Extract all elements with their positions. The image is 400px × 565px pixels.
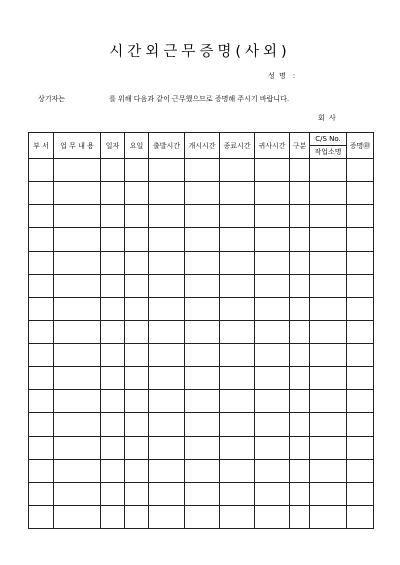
- cell-end-time[interactable]: [220, 344, 255, 367]
- cell-dept[interactable]: [29, 459, 54, 482]
- cell-type[interactable]: [290, 344, 310, 367]
- cell-work[interactable]: [54, 436, 101, 459]
- cell-start-time[interactable]: [185, 413, 220, 436]
- cell-weekday[interactable]: [125, 205, 149, 228]
- header-cs-no: [310, 133, 347, 159]
- cell-work[interactable]: [54, 459, 101, 482]
- cell-proof[interactable]: [347, 320, 374, 343]
- cell-start-time[interactable]: [185, 159, 220, 182]
- cell-weekday[interactable]: [125, 274, 149, 297]
- cell-weekday[interactable]: [125, 297, 149, 320]
- cell-weekday[interactable]: [125, 182, 149, 205]
- cell-depart-time[interactable]: [149, 367, 185, 390]
- cell-cs-no[interactable]: [310, 482, 347, 505]
- header-weekday: 요일: [125, 133, 149, 159]
- cell-cs-no[interactable]: [310, 228, 347, 251]
- statement-line: [38, 94, 289, 104]
- cell-type[interactable]: [290, 228, 310, 251]
- header-type: 구분: [290, 133, 310, 159]
- cell-cs-no[interactable]: [310, 367, 347, 390]
- cell-cs-no[interactable]: [310, 251, 347, 274]
- cell-dept[interactable]: [29, 482, 54, 505]
- cell-end-time[interactable]: [220, 320, 255, 343]
- table-row: [29, 459, 374, 482]
- cell-type[interactable]: [290, 390, 310, 413]
- cell-date[interactable]: [101, 251, 125, 274]
- cell-cs-no[interactable]: [310, 390, 347, 413]
- cell-type[interactable]: [290, 436, 310, 459]
- cell-date[interactable]: [101, 297, 125, 320]
- cell-end-time[interactable]: [220, 251, 255, 274]
- table-row: [29, 228, 374, 251]
- table-row: [29, 320, 374, 343]
- cell-type[interactable]: [290, 182, 310, 205]
- cell-type[interactable]: [290, 251, 310, 274]
- cell-end-time[interactable]: [220, 482, 255, 505]
- cell-weekday[interactable]: [125, 320, 149, 343]
- cell-work[interactable]: [54, 159, 101, 182]
- document-title: 시간외근무증명(사외): [109, 44, 291, 60]
- table-row: [29, 505, 374, 528]
- cell-return-time[interactable]: [255, 182, 290, 205]
- cell-proof[interactable]: [347, 436, 374, 459]
- cell-depart-time[interactable]: [149, 459, 185, 482]
- cell-start-time[interactable]: [185, 436, 220, 459]
- table-row: [29, 436, 374, 459]
- header-date: 일자: [101, 133, 125, 159]
- cell-depart-time[interactable]: [149, 390, 185, 413]
- cell-date[interactable]: [101, 159, 125, 182]
- cell-date[interactable]: [101, 320, 125, 343]
- cell-proof[interactable]: [347, 297, 374, 320]
- cell-proof[interactable]: [347, 182, 374, 205]
- cell-work[interactable]: [54, 320, 101, 343]
- cell-end-time[interactable]: [220, 274, 255, 297]
- table-row: [29, 182, 374, 205]
- table-row: [29, 413, 374, 436]
- cell-cs-no[interactable]: [310, 320, 347, 343]
- cell-end-time[interactable]: [220, 228, 255, 251]
- header-proof: 증명㊞: [347, 133, 374, 159]
- cell-dept[interactable]: [29, 413, 54, 436]
- cell-depart-time[interactable]: [149, 228, 185, 251]
- cell-date[interactable]: [101, 182, 125, 205]
- name-label: 성 명: [268, 72, 287, 80]
- cell-return-time[interactable]: [255, 159, 290, 182]
- cell-depart-time[interactable]: [149, 159, 185, 182]
- cell-cs-no[interactable]: [310, 159, 347, 182]
- name-field: [268, 71, 296, 81]
- table-header-row: [29, 133, 374, 159]
- company-label: 회 사: [318, 114, 337, 122]
- cell-end-time[interactable]: [220, 205, 255, 228]
- cell-start-time[interactable]: [185, 482, 220, 505]
- cell-work[interactable]: [54, 390, 101, 413]
- cell-return-time[interactable]: [255, 436, 290, 459]
- cell-dept[interactable]: [29, 182, 54, 205]
- cell-return-time[interactable]: [255, 251, 290, 274]
- cell-end-time[interactable]: [220, 436, 255, 459]
- header-dept: 부 서: [29, 133, 54, 159]
- header-start-time: 개시시간: [185, 133, 220, 159]
- cell-depart-time[interactable]: [149, 482, 185, 505]
- cell-end-time[interactable]: [220, 182, 255, 205]
- cell-depart-time[interactable]: [149, 205, 185, 228]
- cell-work[interactable]: [54, 297, 101, 320]
- cell-proof[interactable]: [347, 413, 374, 436]
- cell-end-time[interactable]: [220, 459, 255, 482]
- cell-weekday[interactable]: [125, 344, 149, 367]
- cell-work[interactable]: [54, 251, 101, 274]
- cell-end-time[interactable]: [220, 413, 255, 436]
- cell-start-time[interactable]: [185, 228, 220, 251]
- cell-start-time[interactable]: [185, 320, 220, 343]
- cell-date[interactable]: [101, 482, 125, 505]
- cell-return-time[interactable]: [255, 390, 290, 413]
- cell-return-time[interactable]: [255, 344, 290, 367]
- cell-work[interactable]: [54, 274, 101, 297]
- cell-proof[interactable]: [347, 390, 374, 413]
- cell-weekday[interactable]: [125, 390, 149, 413]
- header-depart-time: 출발시간: [149, 133, 185, 159]
- cell-dept[interactable]: [29, 436, 54, 459]
- cell-depart-time[interactable]: [149, 274, 185, 297]
- header-return-time: 귀사시간: [255, 133, 290, 159]
- cell-start-time[interactable]: [185, 459, 220, 482]
- cell-depart-time[interactable]: [149, 251, 185, 274]
- cell-dept[interactable]: [29, 320, 54, 343]
- table-row: [29, 159, 374, 182]
- cell-proof[interactable]: [347, 505, 374, 528]
- cell-cs-no[interactable]: [310, 413, 347, 436]
- cell-end-time[interactable]: [220, 297, 255, 320]
- cell-weekday[interactable]: [125, 436, 149, 459]
- cell-weekday[interactable]: [125, 228, 149, 251]
- cell-start-time[interactable]: [185, 367, 220, 390]
- header-end-time: 종료시간: [220, 133, 255, 159]
- cell-type[interactable]: [290, 367, 310, 390]
- cell-dept[interactable]: [29, 159, 54, 182]
- statement-suffix: 를 위해 다음과 같이 근무했으므로 증명해 주시기 바랍니다.: [109, 95, 290, 103]
- cell-proof[interactable]: [347, 159, 374, 182]
- cell-date[interactable]: [101, 413, 125, 436]
- cell-start-time[interactable]: [185, 505, 220, 528]
- cell-proof[interactable]: [347, 205, 374, 228]
- cell-cs-no[interactable]: [310, 205, 347, 228]
- cell-dept[interactable]: [29, 390, 54, 413]
- cell-work[interactable]: [54, 413, 101, 436]
- table-row: [29, 390, 374, 413]
- cell-type[interactable]: [290, 297, 310, 320]
- cell-weekday[interactable]: [125, 413, 149, 436]
- cell-date[interactable]: [101, 390, 125, 413]
- table-body: [29, 159, 374, 529]
- cell-depart-time[interactable]: [149, 505, 185, 528]
- cell-end-time[interactable]: [220, 390, 255, 413]
- cell-start-time[interactable]: [185, 182, 220, 205]
- cell-end-time[interactable]: [220, 367, 255, 390]
- cell-start-time[interactable]: [185, 274, 220, 297]
- cell-return-time[interactable]: [255, 482, 290, 505]
- cell-date[interactable]: [101, 228, 125, 251]
- cell-return-time[interactable]: [255, 274, 290, 297]
- cell-weekday[interactable]: [125, 367, 149, 390]
- cell-cs-no[interactable]: [310, 505, 347, 528]
- cell-return-time[interactable]: [255, 459, 290, 482]
- header-cs-no-label: C/S No.: [310, 133, 346, 146]
- cell-weekday[interactable]: [125, 482, 149, 505]
- cell-work[interactable]: [54, 367, 101, 390]
- table-row: [29, 297, 374, 320]
- cell-dept[interactable]: [29, 205, 54, 228]
- name-colon: :: [292, 72, 297, 80]
- cell-cs-no[interactable]: [310, 182, 347, 205]
- cell-date[interactable]: [101, 436, 125, 459]
- cell-dept[interactable]: [29, 297, 54, 320]
- cell-work[interactable]: [54, 482, 101, 505]
- cell-start-time[interactable]: [185, 297, 220, 320]
- cell-weekday[interactable]: [125, 159, 149, 182]
- cell-dept[interactable]: [29, 344, 54, 367]
- cell-depart-time[interactable]: [149, 344, 185, 367]
- cell-proof[interactable]: [347, 482, 374, 505]
- cell-depart-time[interactable]: [149, 182, 185, 205]
- cell-proof[interactable]: [347, 228, 374, 251]
- cell-start-time[interactable]: [185, 344, 220, 367]
- cell-type[interactable]: [290, 320, 310, 343]
- cell-dept[interactable]: [29, 367, 54, 390]
- cell-type[interactable]: [290, 482, 310, 505]
- cell-work[interactable]: [54, 205, 101, 228]
- cell-return-time[interactable]: [255, 205, 290, 228]
- cell-date[interactable]: [101, 367, 125, 390]
- cell-cs-no[interactable]: [310, 274, 347, 297]
- cell-proof[interactable]: [347, 344, 374, 367]
- cell-weekday[interactable]: [125, 505, 149, 528]
- cell-dept[interactable]: [29, 251, 54, 274]
- cell-date[interactable]: [101, 459, 125, 482]
- cell-return-time[interactable]: [255, 413, 290, 436]
- cell-depart-time[interactable]: [149, 297, 185, 320]
- cell-depart-time[interactable]: [149, 320, 185, 343]
- overtime-table: [28, 132, 374, 529]
- cell-cs-no[interactable]: [310, 297, 347, 320]
- cell-proof[interactable]: [347, 274, 374, 297]
- cell-work[interactable]: [54, 182, 101, 205]
- cell-date[interactable]: [101, 274, 125, 297]
- cell-return-time[interactable]: [255, 228, 290, 251]
- cell-date[interactable]: [101, 344, 125, 367]
- cell-depart-time[interactable]: [149, 436, 185, 459]
- table-row: [29, 251, 374, 274]
- cell-type[interactable]: [290, 205, 310, 228]
- cell-work[interactable]: [54, 344, 101, 367]
- table-row: [29, 482, 374, 505]
- cell-work[interactable]: [54, 228, 101, 251]
- cell-end-time[interactable]: [220, 505, 255, 528]
- cell-date[interactable]: [101, 505, 125, 528]
- cell-type[interactable]: [290, 413, 310, 436]
- cell-proof[interactable]: [347, 367, 374, 390]
- cell-type[interactable]: [290, 159, 310, 182]
- table-row: [29, 205, 374, 228]
- header-job-name-label: 작업소명: [314, 148, 342, 156]
- cell-weekday[interactable]: [125, 251, 149, 274]
- cell-cs-no[interactable]: [310, 436, 347, 459]
- table-row: [29, 344, 374, 367]
- cell-start-time[interactable]: [185, 390, 220, 413]
- cell-start-time[interactable]: [185, 205, 220, 228]
- table-row: [29, 274, 374, 297]
- cell-proof[interactable]: [347, 251, 374, 274]
- cell-weekday[interactable]: [125, 459, 149, 482]
- cell-return-time[interactable]: [255, 367, 290, 390]
- cell-cs-no[interactable]: [310, 459, 347, 482]
- cell-depart-time[interactable]: [149, 413, 185, 436]
- cell-start-time[interactable]: [185, 251, 220, 274]
- statement-prefix: 상기자는: [38, 95, 66, 103]
- cell-date[interactable]: [101, 205, 125, 228]
- cell-return-time[interactable]: [255, 505, 290, 528]
- cell-cs-no[interactable]: [310, 344, 347, 367]
- cell-work[interactable]: [54, 505, 101, 528]
- cell-dept[interactable]: [29, 274, 54, 297]
- table-row: [29, 367, 374, 390]
- cell-type[interactable]: [290, 505, 310, 528]
- header-work: 업 무 내 용: [54, 133, 101, 159]
- cell-proof[interactable]: [347, 459, 374, 482]
- cell-dept[interactable]: [29, 228, 54, 251]
- cell-dept[interactable]: [29, 505, 54, 528]
- cell-return-time[interactable]: [255, 320, 290, 343]
- cell-type[interactable]: [290, 274, 310, 297]
- cell-end-time[interactable]: [220, 159, 255, 182]
- cell-return-time[interactable]: [255, 297, 290, 320]
- cell-type[interactable]: [290, 459, 310, 482]
